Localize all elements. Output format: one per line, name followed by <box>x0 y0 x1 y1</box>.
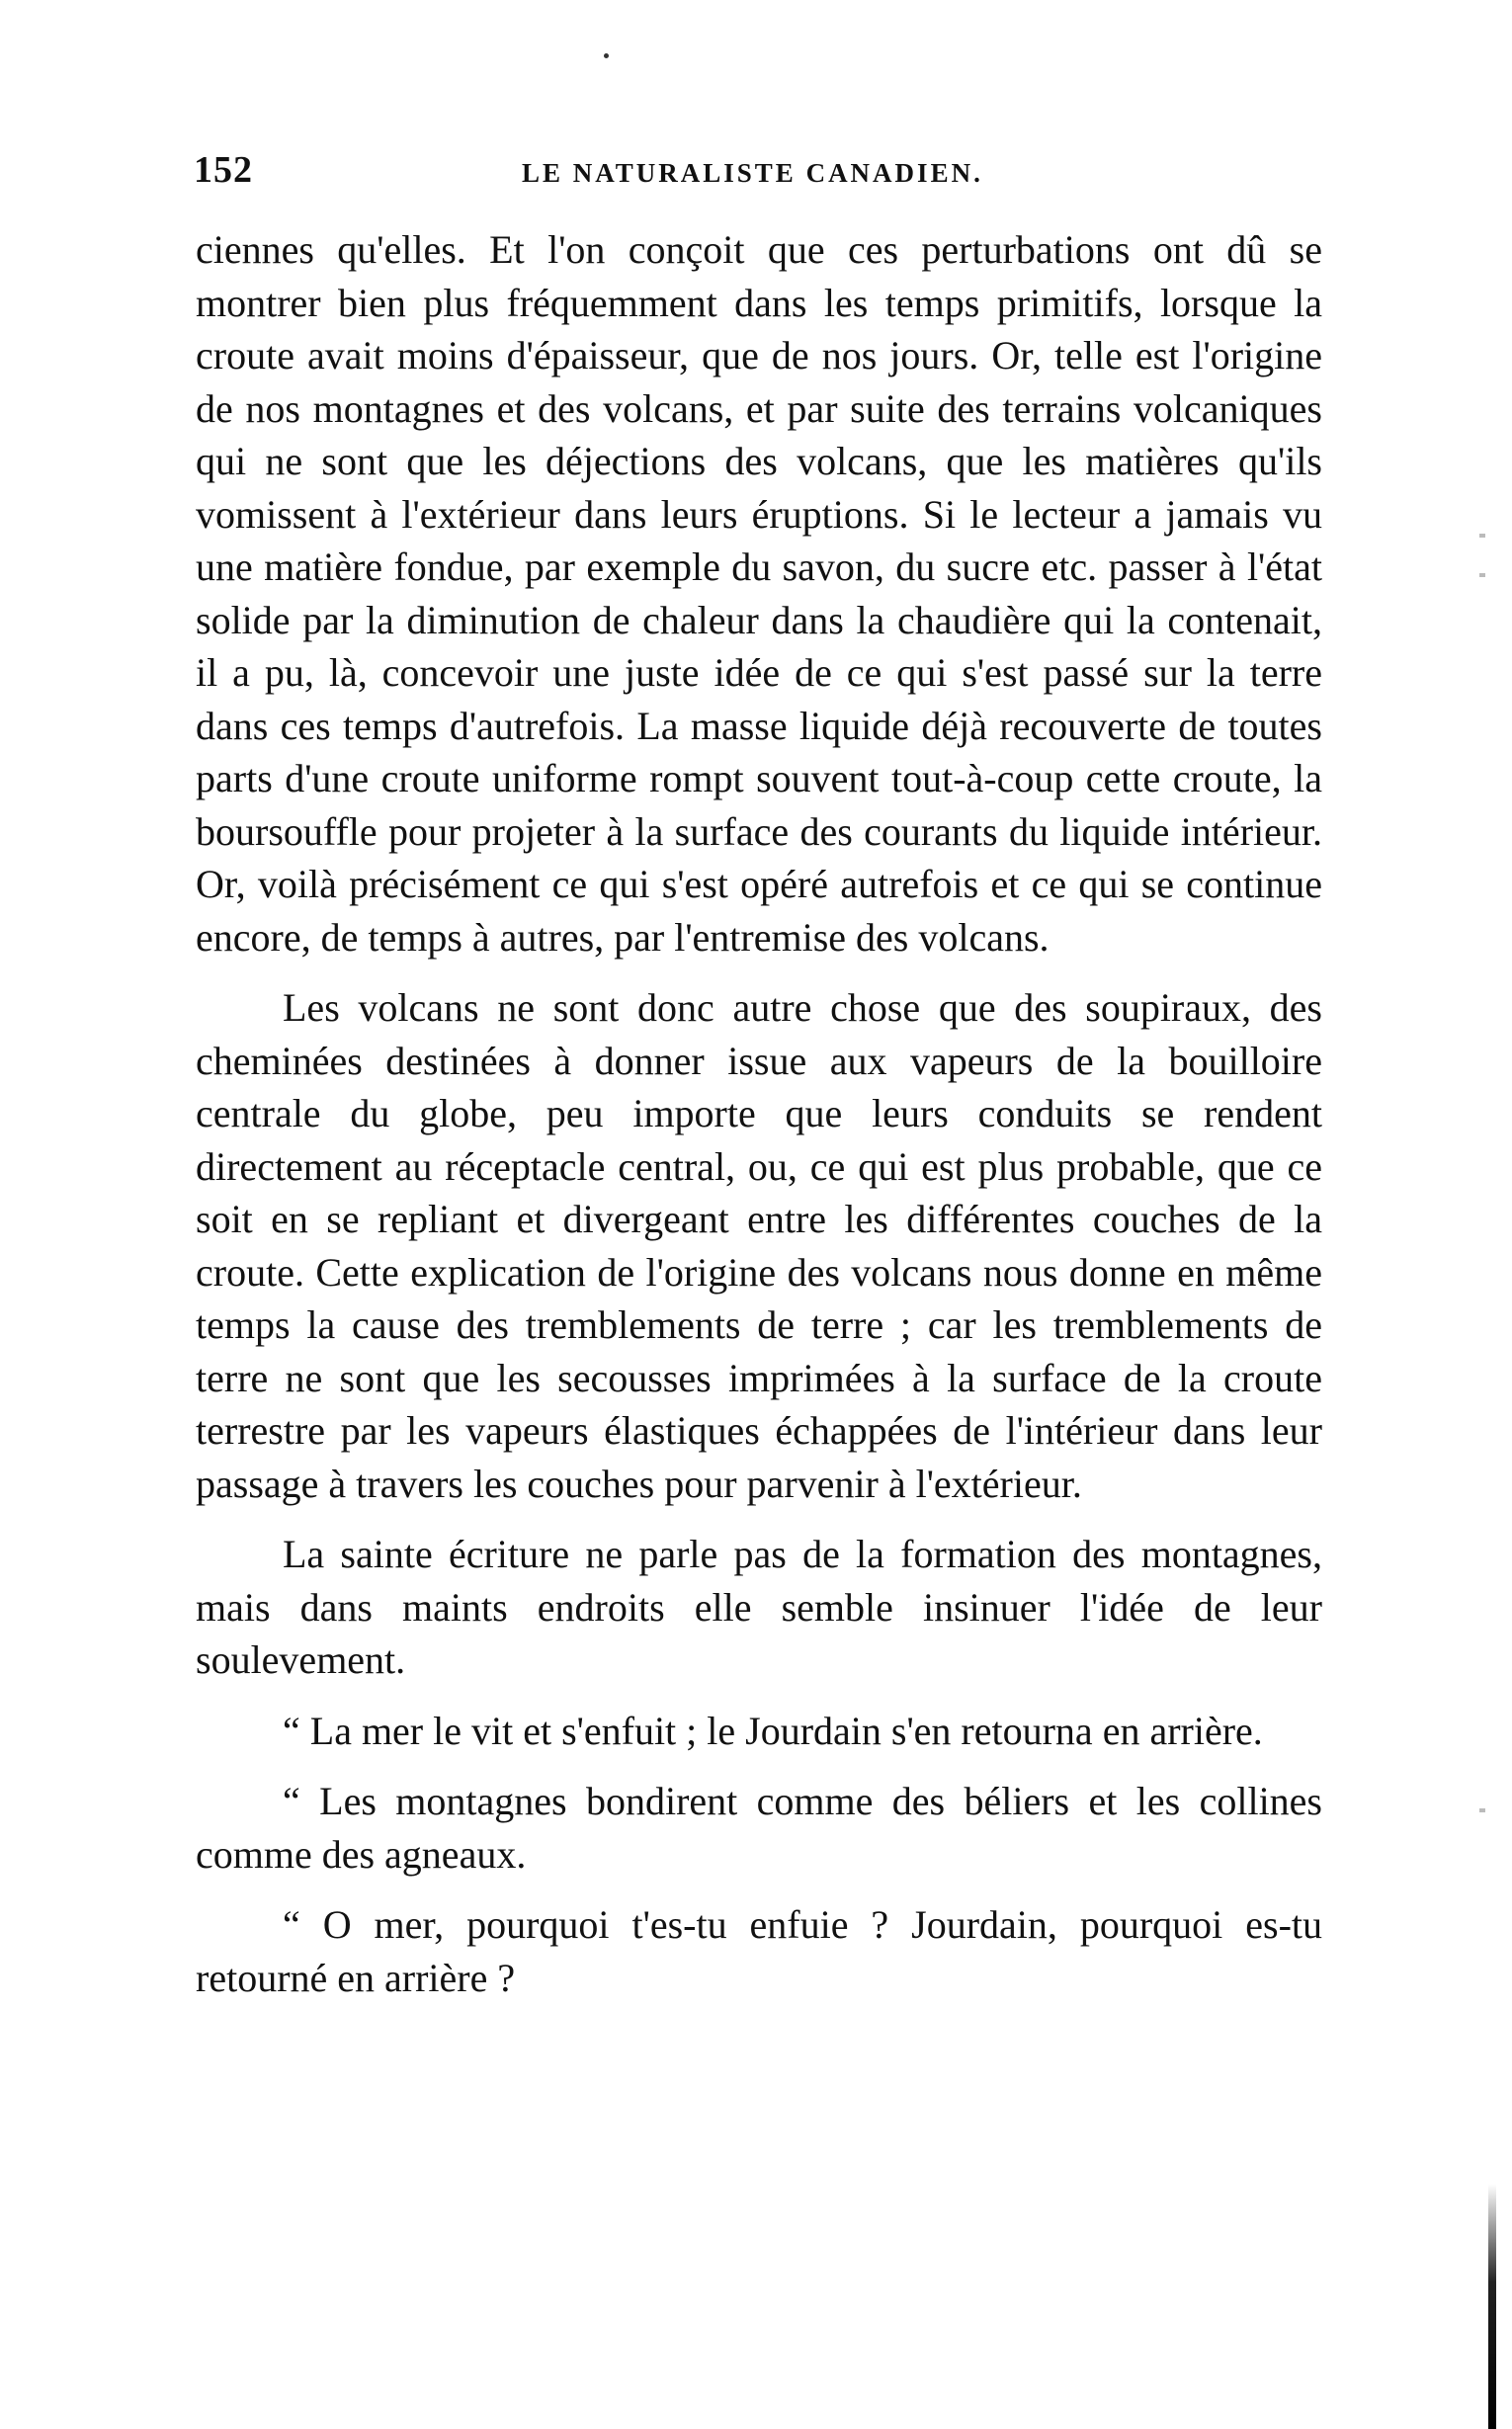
paragraph-volcans: Les volcans ne sont donc autre chose que des soupiraux, des cheminées destinées à donner issue aux vapeurs de la bouilloire centrale du globe, peu importe que leurs conduits se rendent directement au réceptacle central, ou, ce qui est plus probable, que ce soit en se repliant et divergeant entre les différentes couches de la croute. Cette explication de l'origine des volcans nous donne en même temps la cause des tremblements de terre ; car les tremblements de terre ne sont que les secousses imprimées à la surface de la croute terrestre par les vapeurs élastiques échappées de l'intérieur dans leur passage à travers les couches pour parvenir à l'extérieur. <box>196 985 1322 1506</box>
printer-dot-mark <box>604 53 609 58</box>
running-title: LE NATURALISTE CANADIEN. <box>522 158 983 188</box>
quote-montagnes: “ Les montagnes bondirent comme des béliers et les collines comme des agneaux. <box>196 1779 1322 1877</box>
scan-edge-mark <box>1488 2184 1496 2429</box>
scan-edge-tick <box>1479 534 1485 538</box>
quote-o-mer: “ O mer, pourquoi t'es-tu enfuie ? Jourdain, pourquoi es-tu retourné en arrière ? <box>196 1902 1322 2000</box>
scan-edge-tick <box>1479 573 1485 577</box>
scan-edge-tick <box>1479 1808 1485 1812</box>
page-header <box>194 148 1330 198</box>
paragraph-continued: ciennes qu'elles. Et l'on conçoit que ces perturbations ont dû se montrer bien plus fréquemment dans les temps primitifs, lorsque la croute avait moins d'épaisseur, que de nos jours. Or, telle est l'origine de nos montagnes et des volcans, et par suite des terrains volcaniques qui ne sont que les déjections des volcans, que les matières qu'ils vomissent à l'extérieur dans leurs éruptions. Si le lecteur a jamais vu une matière fondue, par exemple du savon, du sucre etc. passer à l'état solide par la diminution de chaleur dans la chaudière qui la contenait, il a pu, là, concevoir une juste idée de ce qui s'est passé sur la terre dans ces temps d'autrefois. La masse liquide déjà recouverte de toutes parts d'une croute uniforme rompt souvent tout-à-coup cette croute, la boursouffle pour projeter à la surface des courants du liquide intérieur. Or, voilà précisément ce qui s'est opéré autrefois et ce qui se continue encore, de temps à autres, par l'entremise des volcans. <box>196 227 1322 960</box>
paragraph-ecriture: La sainte écriture ne parle pas de la formation des montagnes, mais dans maints endroits elle semble insinuer l'idée de leur soulevement. <box>196 1532 1322 1682</box>
quote-mer: “ La mer le vit et s'enfuit ; le Jourdain s'en retourna en arrière. <box>283 1708 1263 1753</box>
page-number: 152 <box>194 149 253 191</box>
body-text <box>196 223 1322 2022</box>
